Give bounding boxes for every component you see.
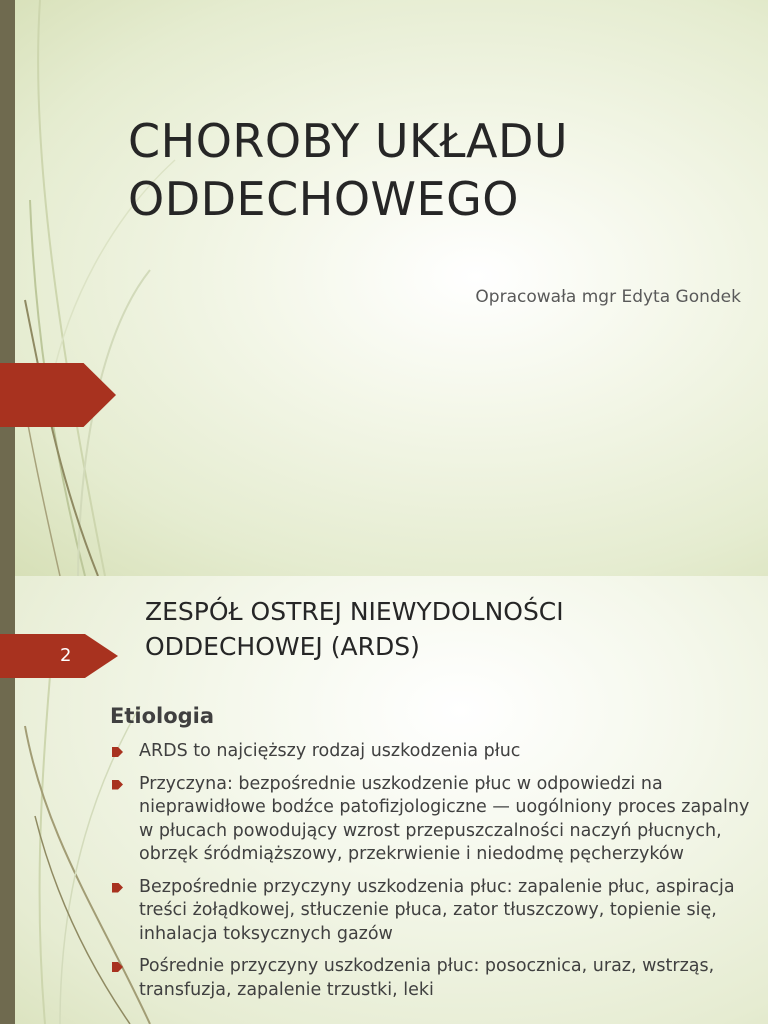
title-line-2: ODDECHOWEGO <box>128 172 519 226</box>
bullet-text: Pośrednie przyczyny uszkodzenia płuc: posocznica, uraz, wstrząs, transfuzja, zapalenie trzustki, leki <box>139 956 715 1000</box>
list-item <box>112 740 752 764</box>
presentation-title <box>128 112 728 228</box>
title-line-1: CHOROBY UKŁADU <box>128 114 569 168</box>
list-item <box>112 773 752 867</box>
author-subtitle: Opracowała mgr Edyta Gondek <box>475 287 741 307</box>
bullet-arrow-icon <box>112 780 123 790</box>
section-heading: Etiologia <box>110 704 215 728</box>
slide-title <box>145 594 745 664</box>
title-line-2: ODDECHOWEJ (ARDS) <box>145 632 420 661</box>
decorative-grass-lines <box>0 0 200 576</box>
list-item <box>112 876 752 947</box>
list-item <box>112 955 752 1002</box>
bullet-list <box>112 740 752 1011</box>
bullet-arrow-icon <box>112 883 123 893</box>
content-slide <box>0 576 768 1024</box>
bullet-arrow-icon <box>112 962 123 972</box>
bullet-text: Bezpośrednie przyczyny uszkodzenia płuc: zapalenie płuc, aspiracja treści żołądkowej, stłuczenie płuca, zator tłuszczowy, topienie się, inhalacja toksycznych gazów <box>139 876 735 944</box>
bullet-arrow-icon <box>112 747 123 757</box>
title-line-1: ZESPÓŁ OSTREJ NIEWYDOLNOŚCI <box>145 597 564 626</box>
slide-number: 2 <box>60 645 72 666</box>
bullet-text: Przyczyna: bezpośrednie uszkodzenie płuc w odpowiedzi na nieprawidłowe bodźce patofizjologiczne — uogólniony proces zapalny w płucach powodujący wzrost przepuszczalności naczyń płucnych, obrzęk śródmiąższowy, przekrwienie i niedodmę pęcherzyków <box>139 773 750 864</box>
bullet-text: ARDS to najcięższy rodzaj uszkodzenia płuc <box>139 741 521 761</box>
